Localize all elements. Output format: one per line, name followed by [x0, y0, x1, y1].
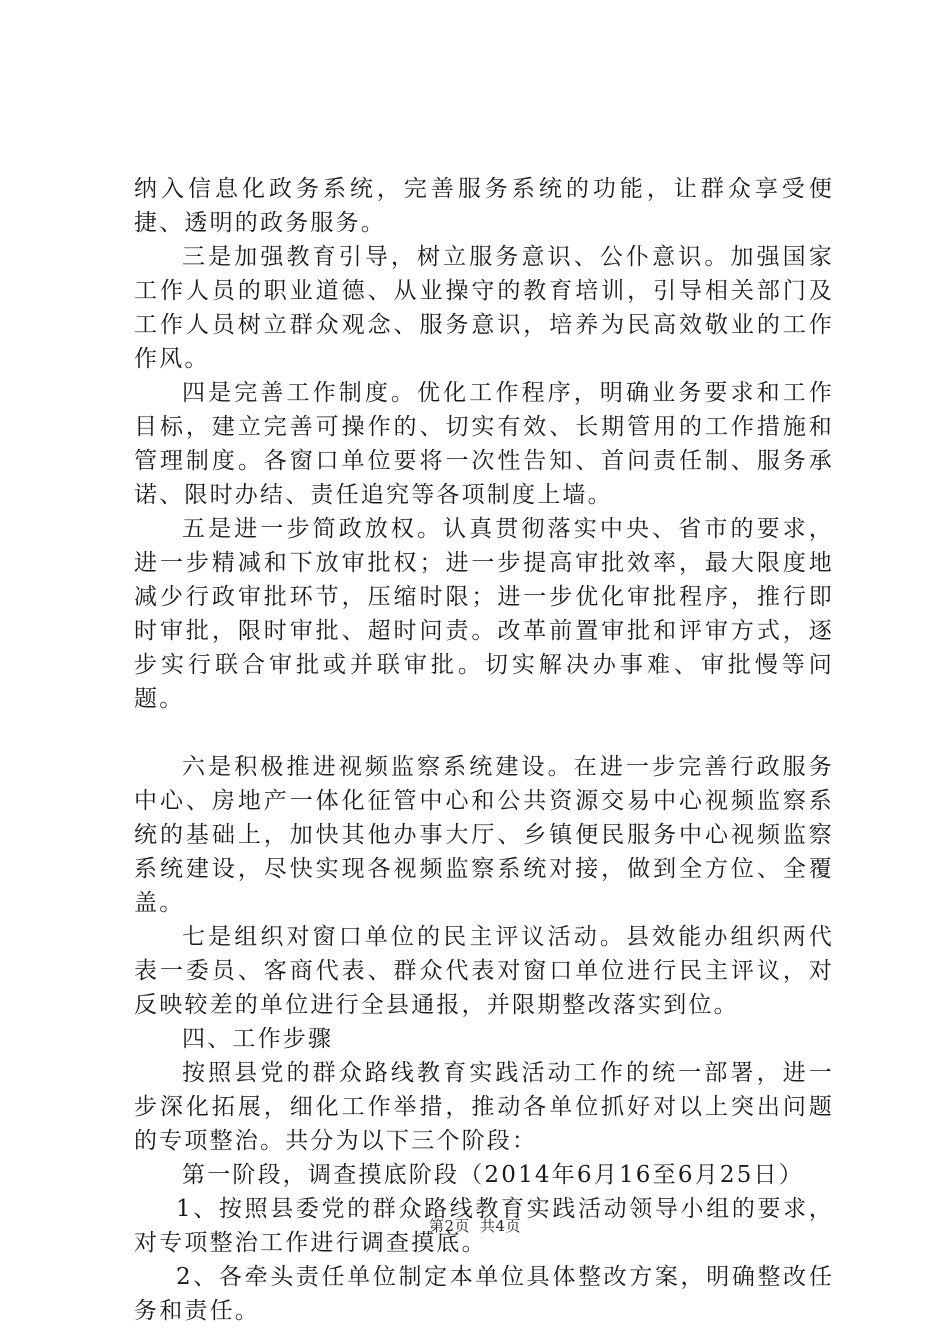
page-number: 第2页 [428, 1217, 470, 1235]
paragraph-deployment: 按照县党的群众路线教育实践活动工作的统一部署，进一步深化拓展，细化工作举措，推动各单位抓好对以上突出问题的专项整治。共分为以下三个阶段： [134, 1060, 834, 1154]
page-total: 共4页 [480, 1217, 522, 1235]
paragraph-continuation: 纳入信息化政务系统，完善服务系统的功能，让群众享受便捷、透明的政务服务。 [134, 176, 834, 236]
paragraph-democratic-review: 七是组织对窗口单位的民主评议活动。县效能办组织两代表一委员、客商代表、群众代表对窗口单位进行民主评议，对反映较差的单位进行全县通报，并限期整改落实到位。 [134, 924, 834, 1018]
paragraph-streamline-admin: 五是进一步简政放权。认真贯彻落实中央、省市的要求，进一步精减和下放审批权；进一步提高审批效率，最大限度地减少行政审批环节，压缩时限；进一步优化审批程序，推行即时审批，限时审批、超时问责。改革前置审批和评审方式，逐步实行联合审批或并联审批。切实解决办事难、审批慢等问题。 [134, 516, 834, 712]
list-item-1: 1、按照县委党的群众路线教育实践活动领导小组的要求，对专项整治工作进行调查摸底。 [134, 1196, 834, 1256]
document-body [134, 172, 834, 1328]
page-footer [0, 1215, 950, 1236]
paragraph-education: 三是加强教育引导，树立服务意识、公仆意识。加强国家工作人员的职业道德、从业操守的教育培训，引导相关部门及工作人员树立群众观念、服务意识，培养为民高效敬业的工作作风。 [134, 244, 834, 372]
list-item-2: 2、各牵头责任单位制定本单位具体整改方案，明确整改任务和责任。 [134, 1264, 834, 1324]
paragraph-video-supervision: 六是积极推进视频监察系统建设。在进一步完善行政服务中心、房地产一体化征管中心和公共资源交易中心视频监察系统的基础上，加快其他办事大厅、乡镇便民服务中心视频监察系统建设，尽快实现各视频监察系统对接，做到全方位、全覆盖。 [134, 754, 834, 916]
stage-one-heading: 第一阶段，调查摸底阶段（2014年6月16至6月25日） [182, 1162, 804, 1188]
paragraph-work-system: 四是完善工作制度。优化工作程序，明确业务要求和工作目标，建立完善可操作的、切实有效、长期管用的工作措施和管理制度。各窗口单位要将一次性告知、首问责任制、服务承诺、限时办结、责任追究等各项制度上墙。 [134, 380, 834, 508]
section-heading-work-steps: 四、工作步骤 [182, 1026, 334, 1052]
